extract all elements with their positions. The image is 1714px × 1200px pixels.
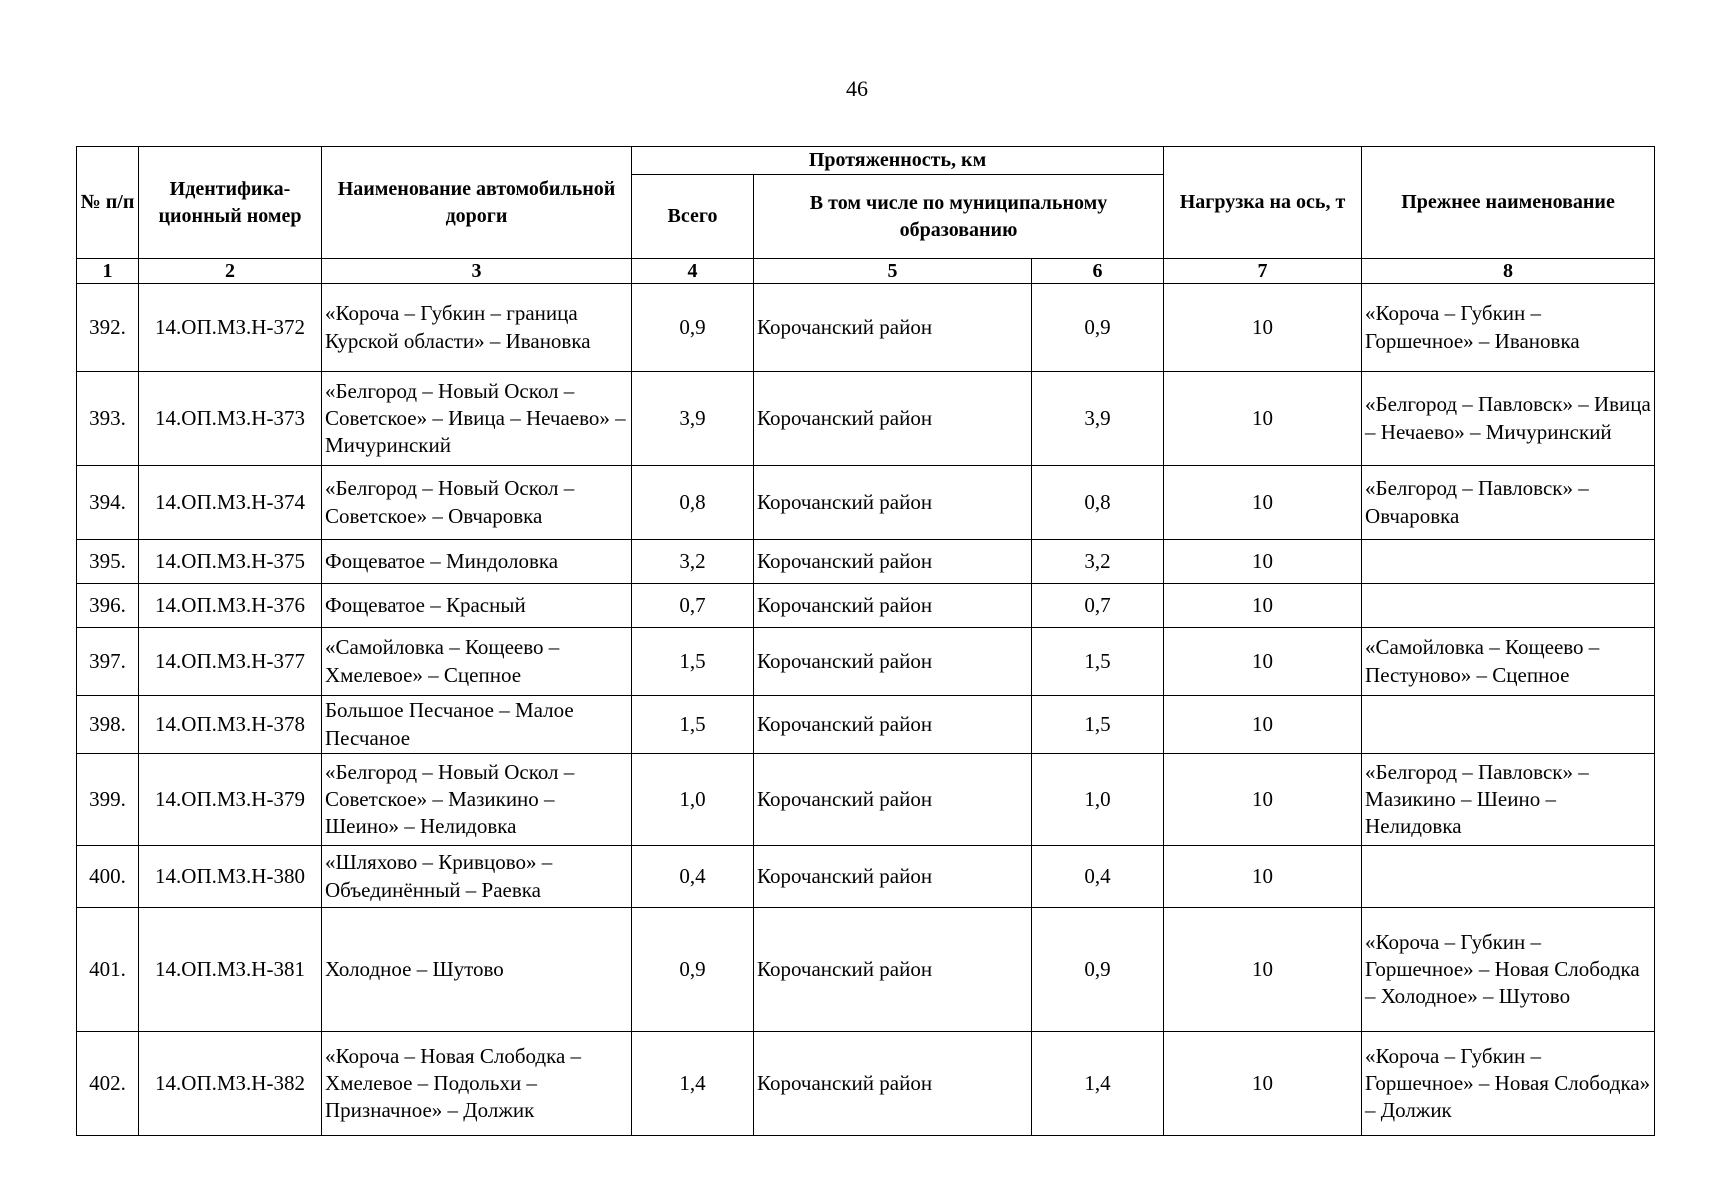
road-name: «Самойловка – Кощеево – Хмелевое» – Сцепное: [322, 628, 632, 696]
municipality-length: 1,4: [1032, 1032, 1164, 1136]
municipality-length: 0,9: [1032, 284, 1164, 372]
row-number: 400.: [77, 846, 139, 908]
municipality: Корочанский район: [754, 284, 1032, 372]
header-length: Протяженность, км: [632, 147, 1164, 175]
column-number: 7: [1164, 259, 1362, 284]
municipality-length: 0,8: [1032, 466, 1164, 540]
row-number: 402.: [77, 1032, 139, 1136]
former-name: «Короча – Губкин – Горшечное» – Ивановка: [1362, 284, 1655, 372]
header-former: Прежнее наименование: [1362, 147, 1655, 259]
column-number: 4: [632, 259, 754, 284]
length-total: 0,4: [632, 846, 754, 908]
header-by-municipality: В том числе по муниципальному образованию: [754, 175, 1164, 259]
table-row: [77, 284, 1655, 372]
municipality-length: 0,9: [1032, 908, 1164, 1032]
former-name: «Белгород – Павловск» – Ивица – Нечаево» – Мичуринский: [1362, 372, 1655, 466]
axle-load: 10: [1164, 584, 1362, 628]
length-total: 0,8: [632, 466, 754, 540]
header-axle: Нагрузка на ось, т: [1164, 147, 1362, 259]
road-id: 14.ОП.МЗ.Н-379: [139, 754, 322, 846]
row-number: 401.: [77, 908, 139, 1032]
column-number: 6: [1032, 259, 1164, 284]
road-name: «Белгород – Новый Оскол – Советское» – Мазикино – Шеино» – Нелидовка: [322, 754, 632, 846]
road-id: 14.ОП.МЗ.Н-375: [139, 540, 322, 584]
row-number: 394.: [77, 466, 139, 540]
road-id: 14.ОП.МЗ.Н-382: [139, 1032, 322, 1136]
road-id: 14.ОП.МЗ.Н-373: [139, 372, 322, 466]
municipality-length: 3,9: [1032, 372, 1164, 466]
municipality-length: 0,4: [1032, 846, 1164, 908]
municipality-length: 1,0: [1032, 754, 1164, 846]
row-number: 393.: [77, 372, 139, 466]
column-numbers-row: [77, 259, 1655, 284]
road-id: 14.ОП.МЗ.Н-376: [139, 584, 322, 628]
length-total: 1,4: [632, 1032, 754, 1136]
former-name: [1362, 846, 1655, 908]
municipality: Корочанский район: [754, 628, 1032, 696]
length-total: 1,5: [632, 628, 754, 696]
municipality: Корочанский район: [754, 1032, 1032, 1136]
row-number: 397.: [77, 628, 139, 696]
table-row: [77, 584, 1655, 628]
axle-load: 10: [1164, 846, 1362, 908]
column-number: 3: [322, 259, 632, 284]
header-num: № п/п: [77, 147, 139, 259]
former-name: «Самойловка – Кощеево – Пестуново» – Сцепное: [1362, 628, 1655, 696]
road-name: «Короча – Губкин – граница Курской области» – Ивановка: [322, 284, 632, 372]
municipality-length: 0,7: [1032, 584, 1164, 628]
row-number: 398.: [77, 696, 139, 754]
municipality: Корочанский район: [754, 540, 1032, 584]
axle-load: 10: [1164, 754, 1362, 846]
road-id: 14.ОП.МЗ.Н-374: [139, 466, 322, 540]
municipality-length: 1,5: [1032, 628, 1164, 696]
former-name: [1362, 584, 1655, 628]
road-id: 14.ОП.МЗ.Н-378: [139, 696, 322, 754]
axle-load: 10: [1164, 540, 1362, 584]
table-row: [77, 628, 1655, 696]
former-name: «Короча – Губкин – Горшечное» – Новая Слободка – Холодное» – Шутово: [1362, 908, 1655, 1032]
road-name: Фощеватое – Красный: [322, 584, 632, 628]
former-name: [1362, 696, 1655, 754]
table-row: [77, 1032, 1655, 1136]
table-row: [77, 466, 1655, 540]
road-name: «Белгород – Новый Оскол – Советское» – Овчаровка: [322, 466, 632, 540]
municipality-length: 3,2: [1032, 540, 1164, 584]
road-name: Фощеватое – Миндоловка: [322, 540, 632, 584]
road-name: «Белгород – Новый Оскол – Советское» – Ивица – Нечаево» – Мичуринский: [322, 372, 632, 466]
length-total: 0,7: [632, 584, 754, 628]
axle-load: 10: [1164, 466, 1362, 540]
axle-load: 10: [1164, 908, 1362, 1032]
municipality: Корочанский район: [754, 466, 1032, 540]
page-number: 46: [846, 76, 868, 101]
axle-load: 10: [1164, 628, 1362, 696]
length-total: 0,9: [632, 908, 754, 1032]
table-row: [77, 696, 1655, 754]
length-total: 1,0: [632, 754, 754, 846]
table-row: [77, 372, 1655, 466]
column-number: 8: [1362, 259, 1655, 284]
road-name: Большое Песчаное – Малое Песчаное: [322, 696, 632, 754]
header-id: Идентифика-ционный номер: [139, 147, 322, 259]
municipality: Корочанский район: [754, 696, 1032, 754]
header-total: Всего: [632, 175, 754, 259]
row-number: 392.: [77, 284, 139, 372]
municipality-length: 1,5: [1032, 696, 1164, 754]
table-row: [77, 754, 1655, 846]
municipality: Корочанский район: [754, 908, 1032, 1032]
row-number: 399.: [77, 754, 139, 846]
axle-load: 10: [1164, 372, 1362, 466]
table-row: [77, 846, 1655, 908]
table-row: [77, 540, 1655, 584]
length-total: 3,2: [632, 540, 754, 584]
axle-load: 10: [1164, 1032, 1362, 1136]
road-name: «Короча – Новая Слободка – Хмелевое – Подольхи – Призначное» – Должик: [322, 1032, 632, 1136]
column-number: 1: [77, 259, 139, 284]
column-number: 2: [139, 259, 322, 284]
length-total: 3,9: [632, 372, 754, 466]
length-total: 0,9: [632, 284, 754, 372]
row-number: 395.: [77, 540, 139, 584]
road-id: 14.ОП.МЗ.Н-377: [139, 628, 322, 696]
municipality: Корочанский район: [754, 584, 1032, 628]
roads-table: [76, 146, 1655, 1136]
municipality: Корочанский район: [754, 754, 1032, 846]
column-number: 5: [754, 259, 1032, 284]
former-name: «Белгород – Павловск» – Мазикино – Шеино – Нелидовка: [1362, 754, 1655, 846]
municipality: Корочанский район: [754, 372, 1032, 466]
former-name: «Белгород – Павловск» – Овчаровка: [1362, 466, 1655, 540]
row-number: 396.: [77, 584, 139, 628]
road-id: 14.ОП.МЗ.Н-381: [139, 908, 322, 1032]
axle-load: 10: [1164, 284, 1362, 372]
former-name: [1362, 540, 1655, 584]
municipality: Корочанский район: [754, 846, 1032, 908]
road-id: 14.ОП.МЗ.Н-380: [139, 846, 322, 908]
axle-load: 10: [1164, 696, 1362, 754]
road-name: Холодное – Шутово: [322, 908, 632, 1032]
table-row: [77, 908, 1655, 1032]
road-id: 14.ОП.МЗ.Н-372: [139, 284, 322, 372]
length-total: 1,5: [632, 696, 754, 754]
former-name: «Короча – Губкин – Горшечное» – Новая Слободка» – Должик: [1362, 1032, 1655, 1136]
road-name: «Шляхово – Кривцово» – Объединённый – Раевка: [322, 846, 632, 908]
header-name: Наименование автомобильной дороги: [322, 147, 632, 259]
